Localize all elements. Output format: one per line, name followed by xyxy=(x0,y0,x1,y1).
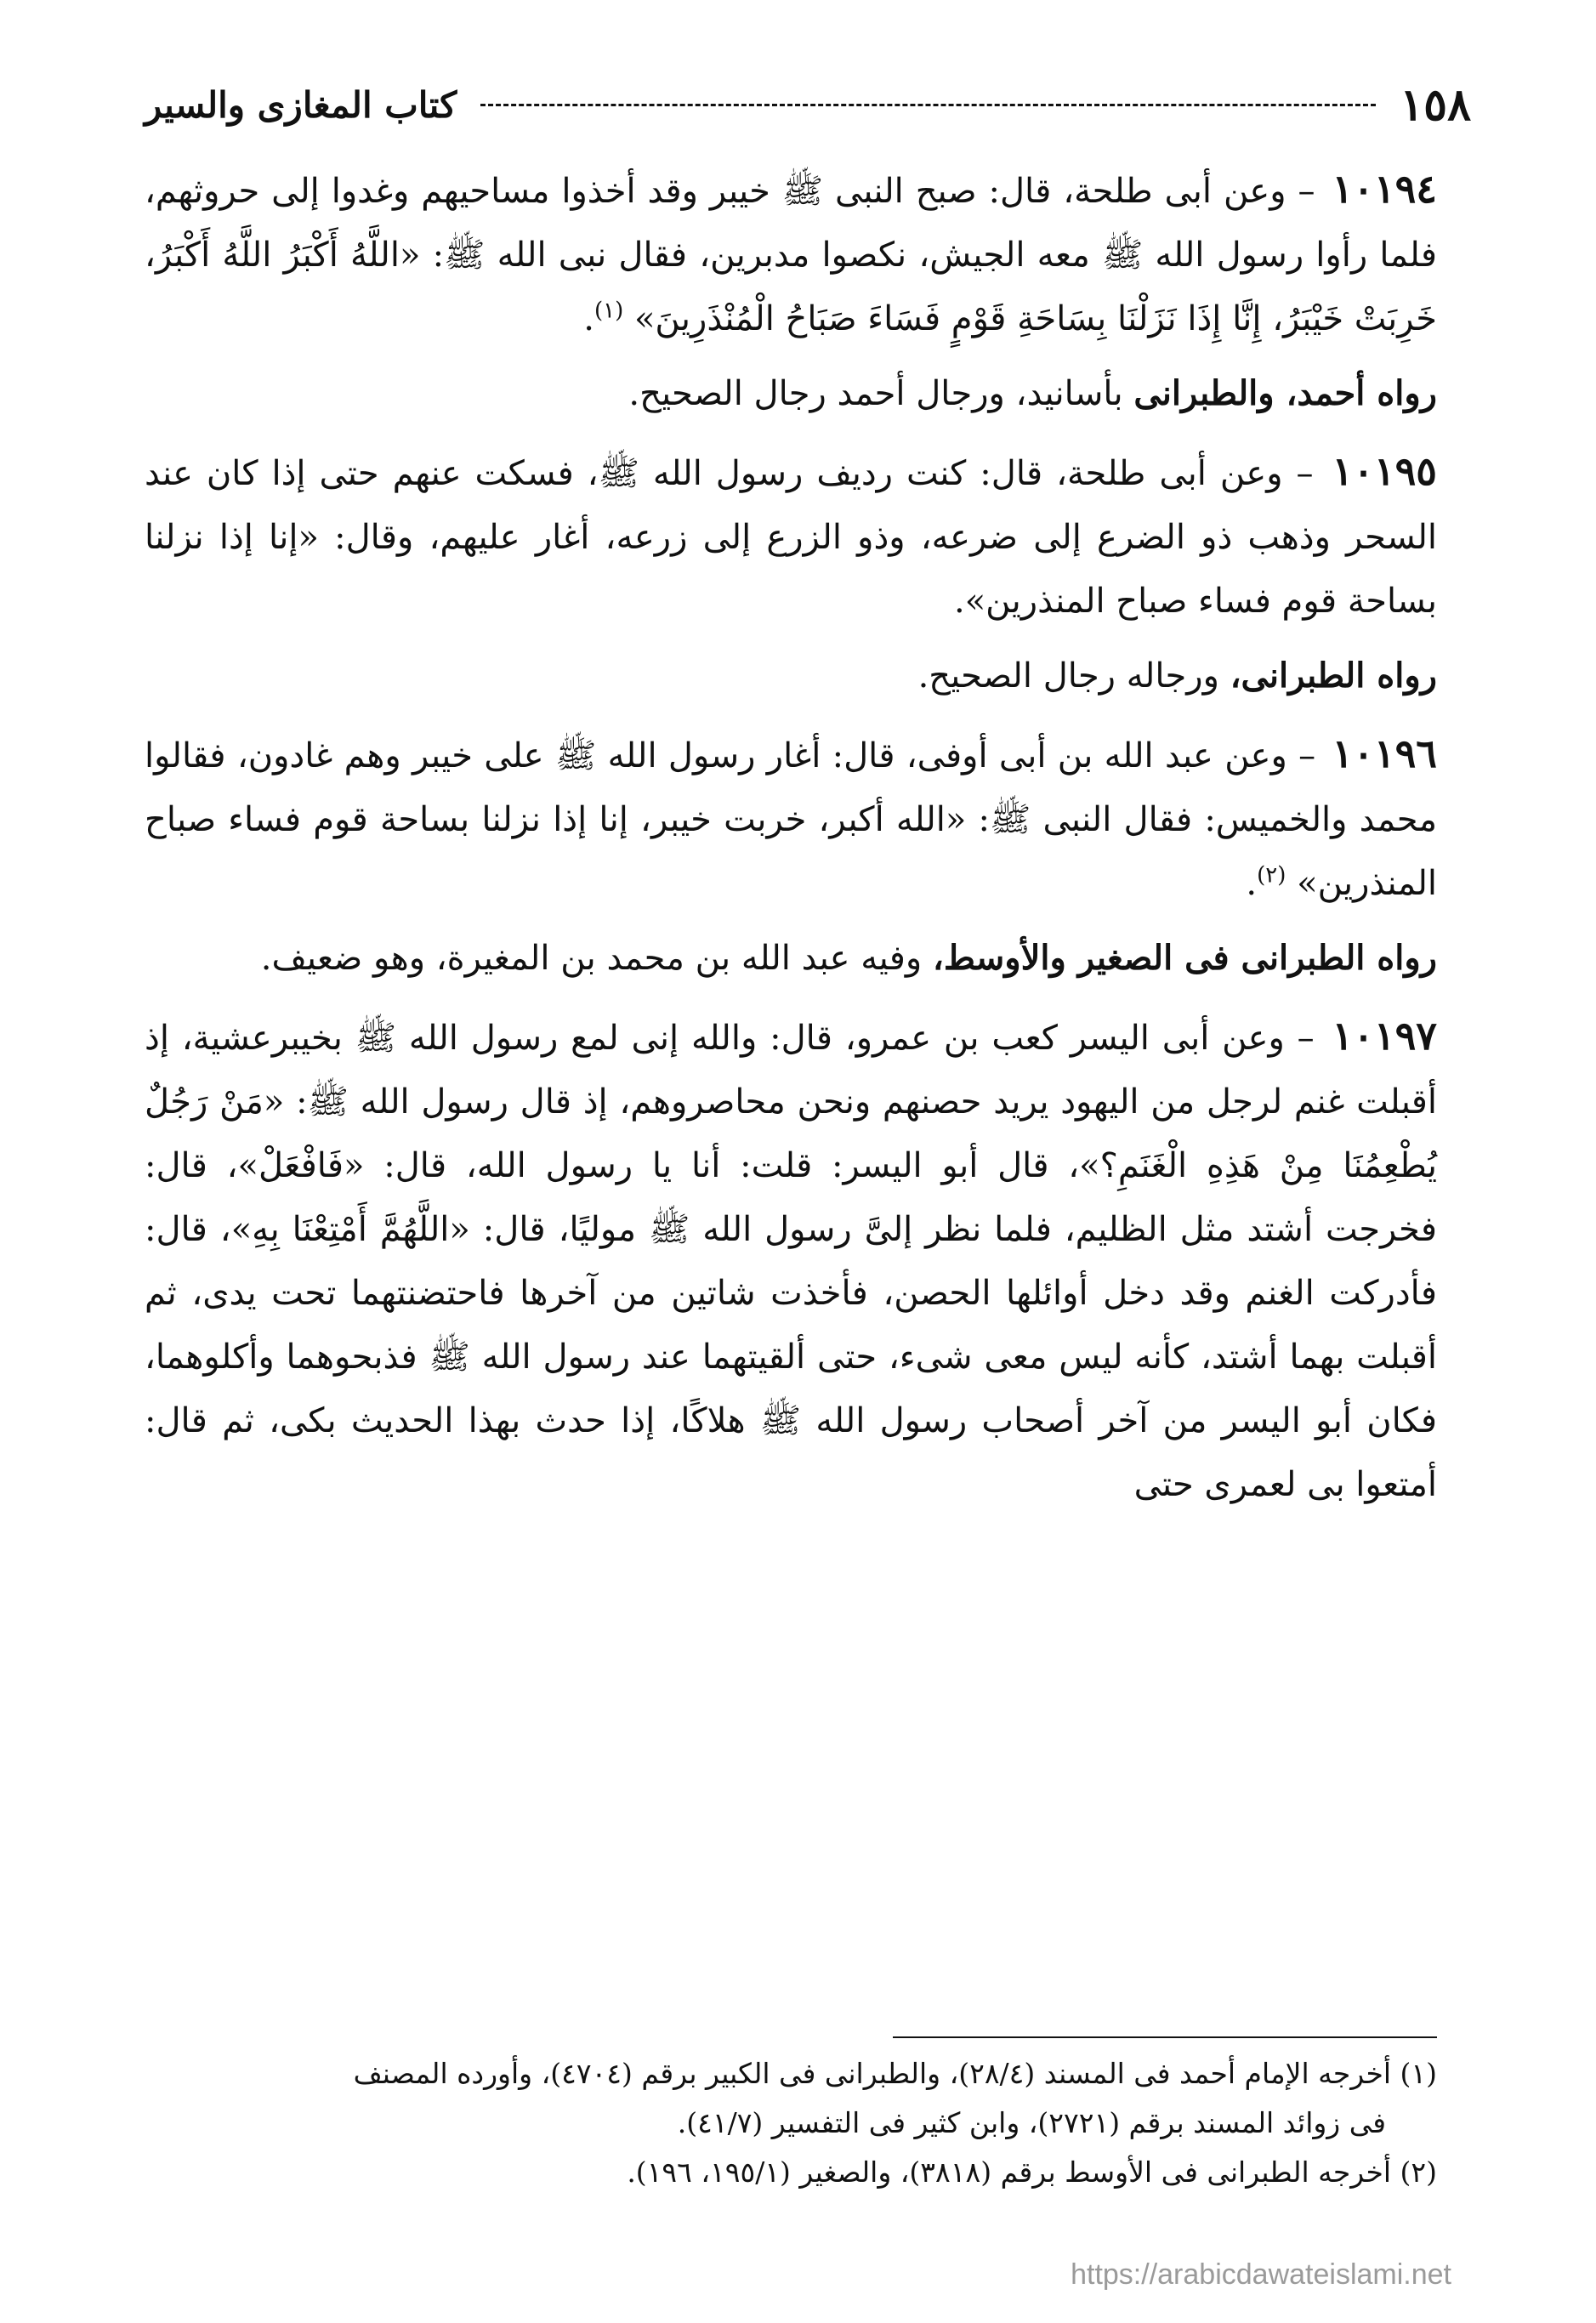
footnote-line: فى زوائد المسند برقم (٢٧٢١)، وابن كثير فى التفسير (٤١/٧). xyxy=(677,2106,1386,2139)
hadith-number: ١٠١٩٧ xyxy=(1332,1013,1438,1059)
source-text: وفيه عبد الله بن محمد بن المغيرة، وهو ضعيف. xyxy=(260,939,923,978)
source-name: رواه الطبرانى فى الصغير والأوسط، xyxy=(932,938,1437,978)
source-note xyxy=(145,644,1437,708)
hadith-paragraph xyxy=(145,440,1437,633)
header-divider xyxy=(480,104,1376,106)
hadith-text: – وعن أبى طلحة، قال: صبح النبى ﷺ خيبر وقد أخذوا مساحيهم وغدوا إلى حروثهم، فلما رأوا رسول الله ﷺ معه الجيش، نكصوا مدبرين، فقال نبى الله ﷺ: «اللَّهُ أَكْبَرُ اللَّهُ أَكْبَرُ، خَرِبَتْ خَيْبَرُ، إِنَّا إِذَا نَزَلْنَا بِسَاحَةِ قَوْمٍ فَسَاءَ صَبَاحُ الْمُنْذَرِينَ» xyxy=(145,172,1437,338)
hadith-text: – وعن عبد الله بن أبى أوفى، قال: أغار رسول الله ﷺ على خيبر وهم غادون، فقالوا محمد والخميس: فقال النبى ﷺ: «الله أكبر، خربت خيبر، إنا إذا نزلنا بساحة قوم فساء صباح المنذرين» xyxy=(145,736,1437,903)
book-title: كتاب المغازى والسير xyxy=(145,83,457,126)
source-name: رواه أحمد، والطبرانى xyxy=(1133,373,1437,413)
main-text xyxy=(145,157,1437,1527)
source-text: ورجاله رجال الصحيح. xyxy=(917,656,1219,696)
hadith-text: – وعن أبى طلحة، قال: كنت رديف رسول الله ﷺ، فسكت عنهم حتى إذا كان عند السحر وذهب ذو الضرع إلى ضرعه، وذو الزرع إلى زرعه، أغار عليهم، وقال: «إنا إذا نزلنا بساحة قوم فساء صباح المنذرين». xyxy=(145,454,1437,621)
watermark-url: https://arabicdawateislami.net xyxy=(1071,2258,1451,2291)
hadith-number: ١٠١٩٥ xyxy=(1332,448,1437,494)
page-header xyxy=(145,75,1471,134)
footnote-separator xyxy=(893,2036,1437,2038)
hadith-text: – وعن أبى اليسر كعب بن عمرو، قال: والله إنى لمع رسول الله ﷺ بخيبرعشية، إذ أقبلت غنم لرجل من اليهود يريد حصنهم ونحن محاصروهم، إذ قال رسول الله ﷺ: «مَنْ رَجُلٌ يُطْعِمُنَا مِنْ هَذِهِ الْغَنَمِ؟»، قال أبو اليسر: قلت: أنا يا رسول الله، قال: «فَافْعَلْ»، قال: فخرجت أشتد مثل الظليم، فلما نظر إلىَّ رسول الله ﷺ موليًا، قال: «اللَّهُمَّ أَمْتِعْنَا بِهِ»، قال: فأدركت الغنم وقد دخل أوائلها الحصن، فأخذت شاتين من آخرها فاحتضنتهما تحت يدى، ثم أقبلت بهما أشتد، كأنه ليس معى شىء، حتى ألقيتهما عند رسول الله ﷺ فذبحوهما وأكلوهما، فكان أبو اليسر من آخر أصحاب رسول الله ﷺ هلاكًا، إذا حدث بهذا الحديث بكى، ثم قال: أمتعوا بى لعمرى حتى xyxy=(145,1019,1438,1504)
source-note xyxy=(145,926,1437,991)
footnotes xyxy=(111,2049,1437,2197)
source-text: بأسانيد، ورجال أحمد رجال الصحيح. xyxy=(628,374,1123,413)
footnote-marker: (٢) xyxy=(1257,862,1286,889)
source-name: رواه الطبرانى، xyxy=(1230,656,1437,696)
hadith-paragraph xyxy=(145,1004,1437,1517)
footnote-line: (١) أخرجه الإمام أحمد فى المسند (٢٨/٤)، والطبرانى فى الكبير برقم (٤٧٠٤)، وأورده المصنف xyxy=(353,2057,1437,2090)
footnote-line: (٢) أخرجه الطبرانى فى الأوسط برقم (٣٨١٨)، والصغير (١٩٥/١، ١٩٦). xyxy=(627,2155,1437,2189)
hadith-paragraph: ١٠١٩٦ – وعن عبد الله بن أبى أوفى، قال: أغار رسول الله ﷺ على خيبر وهم غادون، فقالوا محمد والخميس: فقال النبى ﷺ: «الله أكبر، خربت خيبر، إنا إذا نزلنا بساحة قوم فساء صباح المنذرين» $^{(٢)}$. xyxy=(145,730,1438,903)
hadith-number: ١٠١٩٦ xyxy=(1332,730,1438,776)
footnote-marker: (١) xyxy=(594,298,624,324)
hadith-paragraph: ١٠١٩٤ – وعن أبى طلحة، قال: صبح النبى ﷺ خيبر وقد أخذوا مساحيهم وغدوا إلى حروثهم، فلما رأوا رسول الله ﷺ معه الجيش، نكصوا مدبرين، فقال نبى الله ﷺ: «اللَّهُ أَكْبَرُ اللَّهُ أَكْبَرُ، خَرِبَتْ خَيْبَرُ، إِنَّا إِذَا نَزَلْنَا بِسَاحَةِ قَوْمٍ فَسَاءَ صَبَاحُ الْمُنْذَرِينَ» $^{(١)}$. xyxy=(145,166,1438,338)
hadith-number: ١٠١٩٤ xyxy=(1332,166,1438,212)
page-number: ١٥٨ xyxy=(1400,78,1471,131)
source-note xyxy=(145,361,1437,426)
